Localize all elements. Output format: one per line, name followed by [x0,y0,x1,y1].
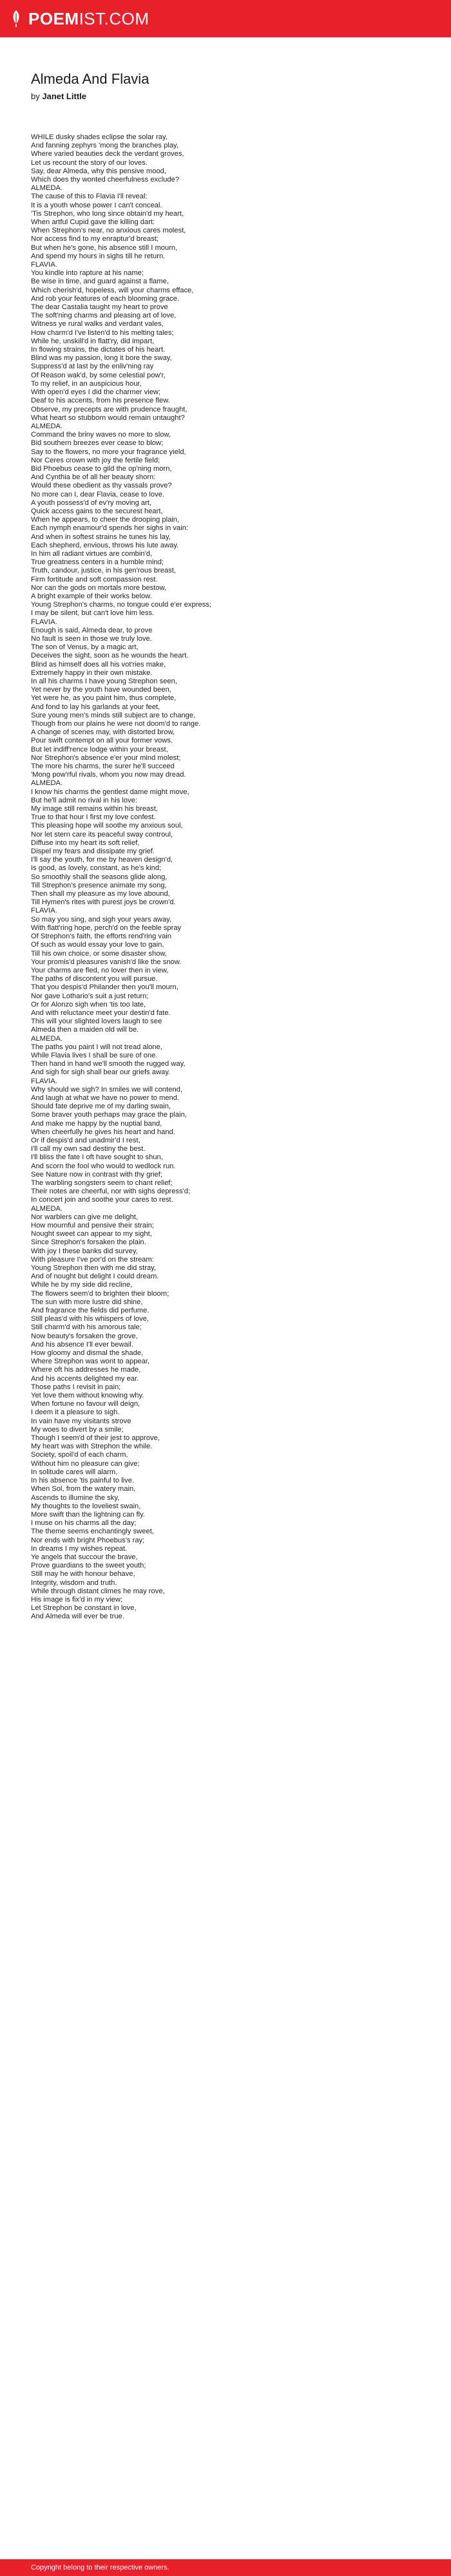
poem-line: When he appears, to cheer the drooping plain, [31,516,180,524]
poem-line: Extremely happy in their own mistake. [31,668,153,677]
poem-line: Is good, as lovely, constant, as he's kind; [31,864,162,873]
poem-line: Young Strephon's charms, no tongue could e'er express; [31,601,211,609]
poem-line: This will your slighted lovers laugh to see [31,1018,162,1026]
poem-body [31,133,425,1622]
poem-line: Say to the flowers, no more your fragrance yield, [31,448,186,456]
poem-line: With flatt'ring hope, perch'd on the feeble spray [31,923,182,932]
poem-line: But when he's gone, his absence still I mourn, [31,243,178,252]
poem-line: The warbling songsters seem to chant relief; [31,1179,173,1187]
poem-line: Sure young men's minds still subject are to change, [31,711,196,719]
poem-line: Firm fortitude and soft compassion rest. [31,575,158,583]
poem-line: Young Strephon then with me did stray, [31,1264,157,1273]
poem-line: Let Strephon be constant in love, [31,1604,137,1613]
poem-line: Blind as himself does all his vot'ries make, [31,660,166,668]
poem-line: Those paths I revisit in pain; [31,1383,121,1391]
poem-line: WHILE dusky shades eclipse the solar ray, [31,133,168,141]
poem-line: When Sol, from the watery main, [31,1485,136,1493]
poem-line: I'll bliss the fate I oft have sought to shun, [31,1153,163,1162]
poem-line: Nor let stern care its peaceful sway controul, [31,830,173,838]
by-label: by [31,91,40,101]
poem-line: While he, unskill'd in flatt'ry, did impart, [31,337,155,345]
poem-line: Till Strephon's presence animate my song, [31,881,167,889]
poem-line: True to that hour I first my love confest. [31,813,156,822]
poem-line: The flowers seem'd to brighten their bloom; [31,1289,169,1298]
poem-line: I know his charms the gentlest dame might move, [31,788,189,796]
poem-line: Each shepherd, envious, throws his lute away. [31,541,179,549]
poem-line: The son of Venus, by a magic art, [31,643,139,652]
poem-line: See Nature now in contrast with thy grief; [31,1170,162,1179]
poem-line: The theme seems enchantingly sweet, [31,1528,154,1536]
site-logo[interactable] [28,9,149,29]
poem-line: Without him no pleasure can give; [31,1459,140,1468]
poem-line: And spend my hours in sighs till he return. [31,252,166,260]
poem-line: Your promis'd pleasures vanish'd like the snow. [31,958,182,966]
poem-line: Where oft his addresses he made, [31,1366,141,1374]
poem-line: Nor gave Lothario's suit a just return; [31,992,149,1000]
poem-line: Nor warblers can give me delight, [31,1213,139,1221]
poem-line: FLAVIA. [31,907,57,915]
poem-line: More swift than the lightning can fly. [31,1510,146,1519]
poem-line: And rob your features of each blooming grace. [31,294,180,303]
poem-line: That you despis'd Philander then you'll mourn, [31,983,178,992]
poem-line: Suppress'd at last by the enliv'ning ray [31,363,154,371]
poem-line: Still may he with honour behave, [31,1570,135,1578]
poem-line: With pleasure I've por'd on the stream: [31,1255,154,1264]
poem-line: Observe, my precepts are with prudence fraught, [31,405,187,413]
poem-line: And fanning zephyrs 'mong the branches play, [31,142,178,150]
poem-line: Till Hymen's rites with purest joys be crown'd. [31,898,176,907]
poem-line: My image still remains within his breast, [31,805,158,813]
poem-line: Nor Ceres crown with joy the fertile field; [31,456,160,464]
poem-line: In vain have my visitants strove [31,1417,131,1425]
poem-line: Your charms are fled, no lover then in view, [31,966,169,974]
poem-line: Still charm'd with his amorous tale; [31,1323,142,1332]
poem-line: No fault is seen in those we truly love. [31,634,152,643]
poem-line: 'Tis Strephon, who long since obtain'd my heart, [31,209,184,218]
poem-line: True greatness centers in a humble mind; [31,558,164,567]
poem-line: A change of scenes may, with distorted brow, [31,728,175,737]
poem-line: How gloomy and dismal the shade, [31,1349,144,1358]
poem-line: My thoughts to the loveliest swain, [31,1502,141,1510]
poem-line: ALMEDA. [31,1204,63,1213]
poem-line: My heart was with Strephon the while. [31,1443,153,1451]
feather-icon[interactable] [9,9,23,28]
poem-line: When Strephon's near, no anxious cares molest, [31,227,186,235]
poem-line: Which does thy wonted cheerfulness exclude? [31,176,180,184]
poem-line: How charm'd I've listen'd to his melting tales; [31,328,174,337]
logo-strong: POEM [28,8,79,28]
poem-line: Nought sweet can appear to my sight, [31,1230,152,1238]
poem-line: When artful Cupid gave the killing dart: [31,218,155,227]
poem-title: Almeda And Flavia [31,71,149,87]
poem-line: Yet love them without knowing why. [31,1392,144,1400]
poem-line: In him all radiant virtues are combin'd, [31,549,153,558]
poem-line: ALMEDA. [31,184,63,193]
poem-line: Integrity, wisdom and truth. [31,1578,117,1587]
poem-line: Nor Strephon's absence e'er your mind molest; [31,753,181,762]
poem-line: Dispel my fears and dissipate my grief. [31,848,155,856]
poem-line: Bid southern breezes ever cease to blow; [31,439,164,448]
poem-line: In all his charms I have young Strephon seen, [31,677,177,685]
poem-line: While he by my side did recline, [31,1281,133,1289]
poem-line: With joy I these banks did survey, [31,1247,138,1255]
poem-line: My woes to divert by a smile; [31,1425,124,1434]
poem-line: Since Strephon's forsaken the plain. [31,1238,146,1247]
poem-line: ALMEDA. [31,779,63,788]
poem-line: The paths you paint I will not tread alone, [31,1043,162,1051]
poem-content [0,37,451,1622]
poem-line: This pleasing hope will soothe my anxious soul, [31,822,183,830]
poem-line: Though from our plains he were not doom'd to range. [31,720,201,728]
poem-line: I'll say the youth, for me by heaven design'd, [31,856,173,864]
poem-line: And Cynthia be of all her beauty shorn: [31,473,156,482]
poem-line: A youth possess'd of ev'ry moving art, [31,498,152,507]
poem-line: His image is fix'd in my view; [31,1595,123,1604]
copyright-text: Copyright belong to their respective owners. [31,2564,169,2571]
poem-line: In flowing strains, the dictates of his heart. [31,346,166,354]
poem-line: Deaf to his accents, from his presence flew. [31,397,170,405]
poem-line: ALMEDA. [31,422,63,430]
poem-line: Still pleas'd with his whispers of love, [31,1315,149,1323]
poem-line: Or if despis'd and unadmir'd I rest, [31,1136,140,1144]
author-link[interactable]: Janet Little [42,91,86,101]
poem-line: But let indiff'rence lodge within your breast, [31,745,168,753]
poem-line: Their notes are cheerful, nor with sighs depress'd; [31,1188,191,1196]
poem-line: Say, dear Almeda, why this pensive mood, [31,167,166,175]
poem-line: Of Strephon's faith, the efforts rend'ring vain [31,933,171,941]
poem-line: No more can I, dear Flavia, cease to love. [31,490,165,498]
poem-line: Let us recount the story of our loves. [31,158,148,167]
poem-line: Almeda then a maiden old will be. [31,1026,139,1034]
poem-line: Why should we sigh? In smiles we will contend, [31,1085,183,1094]
poem-line: In dreams I my wishes repeat. [31,1544,128,1553]
poem-line: Command the briny waves no more to slow, [31,431,171,439]
poem-line: Should fate deprive me of my darling swain, [31,1103,171,1111]
poem-line: In his absence 'tis painful to live. [31,1477,135,1485]
poem-line: Prove guardians to the sweet youth; [31,1562,146,1570]
poem-line: Each nymph enamour'd spends her sighs in vain: [31,524,189,533]
poem-line: I'll call my own sad destiny the best. [31,1145,146,1153]
poem-line: In concert join and soothe your cares to rest. [31,1196,173,1204]
poem-line: To my relief, in an auspicious hour, [31,379,142,388]
poem-line: In solitude cares will alarm, [31,1468,118,1476]
poem-line: Where Strephon was wont to appear, [31,1358,150,1366]
poem-line: While Flavia lives I shall be sure of one. [31,1051,158,1059]
poem-line: Nor can the gods on mortals more bestow, [31,583,167,592]
poem-line: Bid Phoebus cease to gild the op'ning morn, [31,464,172,473]
poem-line: Of such as would essay your love to gain, [31,941,164,949]
poem-line: Ye angels that succour the brave, [31,1553,138,1561]
poem-line: Ascends to illumine the sky, [31,1493,120,1502]
poem-line: Where varied beauties deck the verdant groves, [31,150,184,158]
poem-line: So smoothly shall the seasons glide along, [31,873,168,881]
poem-line: And when in softest strains he tunes his lay, [31,533,171,541]
poem-line: And scorn the fool who would to wedlock run. [31,1162,176,1170]
poem-line: Truth, candour, justice, in his gen'rous breast, [31,567,176,575]
poem-line: And fragrance the fields did perfume. [31,1307,149,1315]
poem-line: And Almeda will ever be true. [31,1613,124,1621]
poem-line: Witness ye rural walks and verdant vales, [31,320,164,328]
poem-line: Diffuse into my heart its soft relief, [31,838,140,847]
site-header [0,0,451,37]
poem-line: Pour swift contempt on all your former vows. [31,737,173,745]
poem-line: And his absence I'll ever bewail. [31,1340,133,1349]
poem-line: 'Mong pow'rful rivals, whom you now may dread. [31,771,186,779]
poem-line: Or for Alonzo sigh when 'tis too late, [31,1000,146,1009]
poem-line: I muse on his charms all the day; [31,1519,137,1528]
poem-line: And laugh at what we have no power to mend. [31,1094,180,1102]
poem-line: Nor access find to my enraptur'd breast; [31,235,159,243]
poem-line: Of Reason wak'd, by some celestial pow'r, [31,371,166,379]
poem-line: Society, spoil'd of each charm, [31,1451,128,1459]
poem-line: What heart so stubborn would remain untaught? [31,413,185,422]
poem-line: But he'll admit no rival in his love: [31,796,138,804]
poem-line: Deceives the sight, soon as he wounds the heart. [31,652,189,660]
poem-line: How mournful and pensive their strain; [31,1222,154,1229]
poem-byline [31,91,425,101]
poem-line: Some braver youth perhaps may grace the plain, [31,1111,187,1119]
logo-light: IST.COM [79,8,149,28]
poem-line: ALMEDA. [31,1034,63,1043]
poem-line: The more his charms, the surer he'll succeed [31,762,175,771]
poem-line: The dear Castalia taught my heart to prove [31,303,168,312]
poem-line: Then shall my pleasure as my love abound, [31,890,170,898]
poem-line: And fond to lay his garlands at your feet, [31,703,160,711]
poem-line: You kindle into rapture at his name; [31,269,144,278]
poem-line: And sigh for sigh shall bear our griefs away. [31,1068,171,1077]
poem-line: FLAVIA. [31,618,57,626]
poem-line: FLAVIA. [31,1077,57,1085]
poem-line: When fortune no favour will deign, [31,1400,140,1408]
poem-line: Blind was my passion, long it bore the sway, [31,354,172,363]
poem-line: And of nought but delight I could dream. [31,1273,159,1281]
poem-line: Till his own choice, or some disaster show, [31,949,167,958]
poem-line: The cause of this to Flavia I'll reveal: [31,193,148,201]
poem-line: The paths of discontent you will pursue. [31,975,158,983]
poem-line: Which cherish'd, hopeless, will your charms efface, [31,286,194,294]
poem-line: I may be silent, but can't love him less. [31,609,155,618]
poem-line: With open'd eyes I did the charmer view; [31,388,161,397]
poem-line: Then hand in hand we'll smooth the rugged way, [31,1060,186,1068]
poem-line: While through distant climes he may rove, [31,1587,165,1595]
poem-line: Though I seem'd of their jest to approve, [31,1434,160,1443]
poem-line: Would these obedient as thy vassals prove? [31,482,172,490]
poem-line: FLAVIA. [31,261,57,269]
poem-line: So may you sing, and sigh your years away, [31,915,172,923]
poem-line: Yet never by the youth have wounded been, [31,686,171,694]
site-footer [0,2559,451,2576]
poem-line: The soft'ning charms and pleasing art of love, [31,312,177,320]
poem-line: When cheerfully he gives his heart and hand. [31,1128,175,1136]
poem-line: Now beauty's forsaken the grove, [31,1332,138,1340]
poem-line: And his accents delighted my ear. [31,1374,139,1383]
poem-line: I deem it a pleasure to sigh. [31,1408,120,1417]
poem-line: Enough is said, Almeda dear, to prove [31,626,153,634]
poem-line: And with reluctance meet your destin'd fate. [31,1009,171,1017]
poem-line: A bright example of their works below. [31,592,152,600]
poem-line: The sun with more lustre did shine, [31,1298,143,1306]
poem-line: Be wise in time, and guard against a flame, [31,278,169,286]
poem-line: And make me happy by the nuptial band, [31,1119,162,1128]
poem-line: Quick access gains to the securest heart, [31,507,163,515]
poem-line: Yet were he, as you paint him, thus complete, [31,694,177,703]
poem-line: It is a youth whose power I can't conceal. [31,201,162,209]
poem-line: Nor ends with bright Phoebus's ray; [31,1536,145,1544]
